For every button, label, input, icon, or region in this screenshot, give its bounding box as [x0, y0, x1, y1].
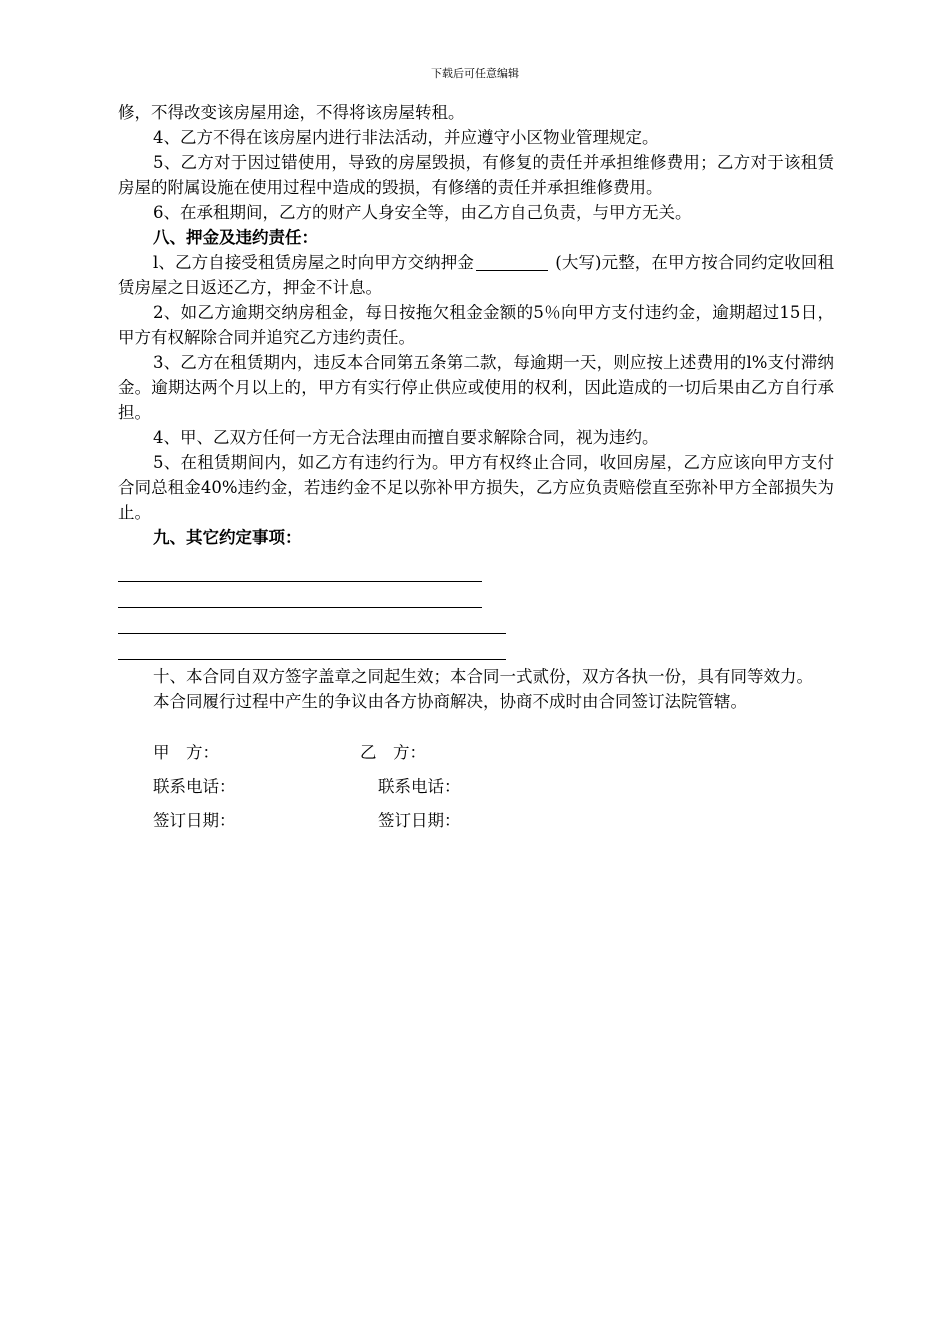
party-b-date-label: 签订日期：: [378, 811, 461, 830]
party-a-date-label: 签订日期：: [153, 811, 236, 830]
clause-8-1: [118, 250, 834, 300]
clause-10: 十、本合同自双方签字盖章之同起生效；本合同一式贰份，双方各执一份，具有同等效力。: [153, 667, 813, 686]
clause-8-4: 4、甲、乙双方任何一方无合法理由而擅自要求解除合同，视为违约。: [153, 428, 659, 447]
blank-line: [118, 582, 482, 608]
signature-row-date: [118, 804, 834, 838]
signature-row-phone: [118, 770, 834, 804]
clause-7-4: 4、乙方不得在该房屋内进行非法活动，并应遵守小区物业管理规定。: [153, 128, 659, 147]
other-terms-blank-lines: [118, 556, 834, 660]
party-a-phone-label: 联系电话：: [153, 777, 236, 796]
party-b-label: 乙 方：: [360, 743, 426, 762]
party-b-phone-label: 联系电话：: [378, 777, 461, 796]
clause-8-1-text-a: l、乙方自接受租赁房屋之时向甲方交纳押金: [153, 253, 474, 272]
blank-line: [118, 634, 506, 660]
section-heading-8: 八、押金及违约责任：: [153, 228, 318, 247]
clause-8-1-text-b: (大写)元整，在甲方按合同约定收回租赁房屋之日返还乙方，押金不计息。: [118, 253, 834, 297]
document-body: [118, 100, 834, 838]
deposit-amount-blank: [476, 252, 548, 271]
paragraph-continuation: 修，不得改变该房屋用途，不得将该房屋转租。: [118, 103, 465, 122]
clause-8-5: 5、在租赁期间内，如乙方有违约行为。甲方有权终止合同，收回房屋，乙方应该向甲方支付合同总租金40%违约金，若违约金不足以弥补甲方损失，乙方应负责赔偿直至弥补甲方全部损失为止。: [118, 453, 834, 522]
page-header: 下载后可任意编辑: [431, 67, 519, 80]
section-heading-9: 九、其它约定事项：: [153, 528, 302, 547]
party-a-label: 甲 方：: [153, 743, 219, 762]
clause-7-5: 5、乙方对于因过错使用，导致的房屋毁损，有修复的责任并承担维修费用；乙方对于该租赁房屋的附属设施在使用过程中造成的毁损，有修缮的责任并承担维修费用。: [118, 153, 834, 197]
clause-8-3: 3、乙方在租赁期内，违反本合同第五条第二款，每逾期一天，则应按上述费用的l%支付滞纳金。逾期达两个月以上的，甲方有实行停止供应或使用的权利，因此造成的一切后果由乙方自行承担。: [118, 353, 834, 422]
clause-8-2: 2、如乙方逾期交纳房租金，每日按拖欠租金金额的5％向甲方支付违约金，逾期超过15日，甲方有权解除合同并追究乙方违约责任。: [118, 303, 834, 347]
dispute-clause: 本合同履行过程中产生的争议由各方协商解决，协商不成时由合同签订法院管辖。: [153, 692, 747, 711]
blank-line: [118, 608, 506, 634]
signature-row-party: [118, 736, 834, 770]
blank-line: [118, 556, 482, 582]
clause-7-6: 6、在承租期间，乙方的财产人身安全等，由乙方自己负责，与甲方无关。: [153, 203, 692, 222]
